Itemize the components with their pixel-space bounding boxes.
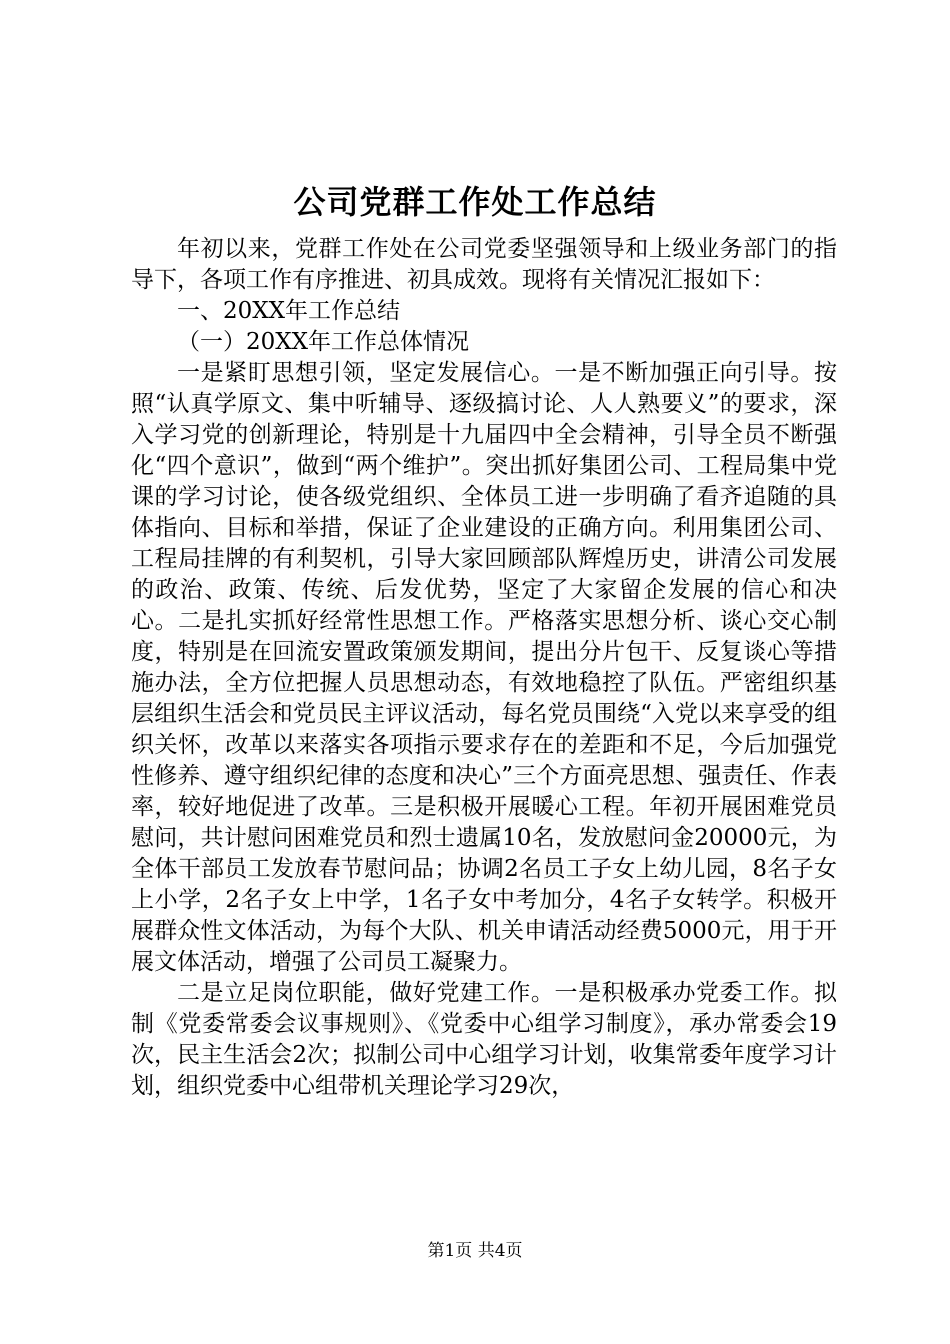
body-paragraph: 一是紧盯思想引领，坚定发展信心。一是不断加强正向引导。按照“认真学原文、集中听辅导、逐级搞讨论、人人熟要义”的要求，深入学习党的创新理论，特别是十九届四中全会精神，引导全员不断强化“四个意识”，做到“两个维护”。突出抓好集团公司、工程局集中党课的学习讨论，使各级党组织、全体员工进一步明确了看齐追随的具体指向、目标和举措，保证了企业建设的正确方向。利用集团公司、工程局挂牌的有利契机，引导大家回顾部队辉煌历史，讲清公司发展的政治、政策、传统、后发优势，坚定了大家留企发展的信心和决心。二是扎实抓好经常性思想工作。严格落实思想分析、谈心交心制度，特别是在回流安置政策颁发期间，提出分片包干、反复谈心等措施办法，全方位把握人员思想动态，有效地稳控了队伍。严密组织基层组织生活会和党员民主评议活动，每名党员围绕“入党以来享受的组织关怀，改革以来落实各项指示要求存在的差距和不足，今后加强党性修养、遵守组织纪律的态度和决心”三个方面亮思想、强责任、作表率，较好地促进了改革。三是积极开展暖心工程。年初开展困难党员慰问，共计慰问困难党员和烈士遗属10名，发放慰问金20000元，为全体干部员工发放春节慰问品；协调2名员工子女上幼儿园，8名子女上小学，2名子女上中学，1名子女中考加分，4名子女转学。积极开展群众性文体活动，为每个大队、机关申请活动经费5000元，用于开展文体活动，增强了公司员工凝聚力。 [131,360,837,975]
section-heading: 一、20XX年工作总结 [177,298,401,324]
intro-paragraph: 年初以来，党群工作处在公司党委坚强领导和上级业务部门的指导下，各项工作有序推进、初具成效。现将有关情况汇报如下： [131,236,837,293]
document-body [131,234,837,1102]
subsection-heading: （一）20XX年工作总体情况 [177,329,470,355]
page-title: 公司党群工作处工作总结 [293,183,657,221]
page-footer: 第1页 共4页 [427,1241,523,1261]
body-paragraph: 二是立足岗位职能，做好党建工作。一是积极承办党委工作。拟制《党委常委会议事规则》、《党委中心组学习制度》，承办常委会19次，民主生活会2次；拟制公司中心组学习计划，收集常委年度学习计划，组织党委中心组带机关理论学习29次， [131,980,837,1099]
